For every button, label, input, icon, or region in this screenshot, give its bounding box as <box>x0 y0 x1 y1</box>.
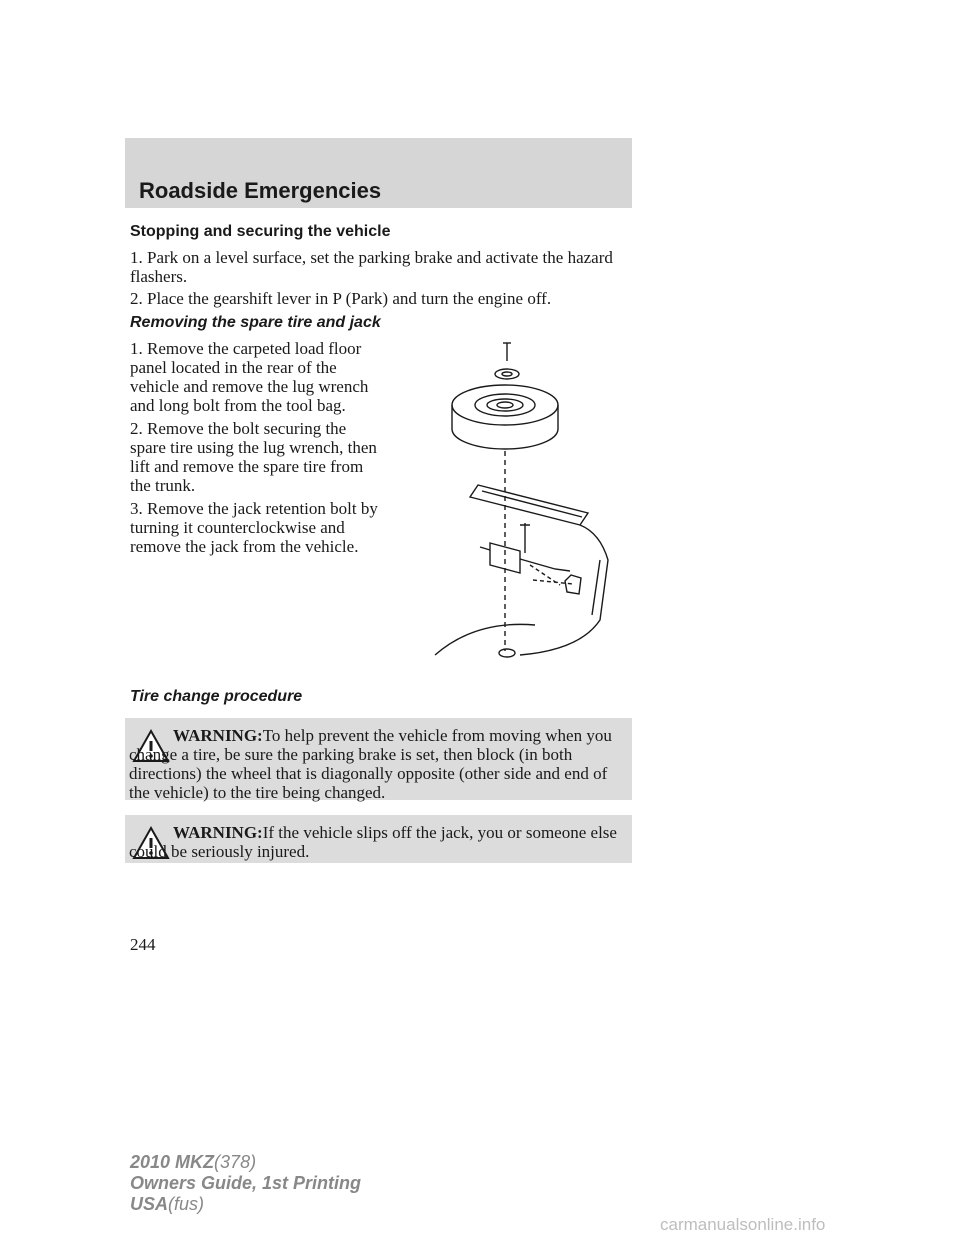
warning-label: WARNING: <box>173 726 263 745</box>
spare-tire-jack-illustration <box>430 335 620 665</box>
warning-text <box>129 823 624 861</box>
warning-text <box>129 726 624 802</box>
footer-region-code: (fus) <box>168 1194 205 1214</box>
removing-step-3: 3. Remove the jack retention bolt by turning it counterclockwise and remove the jack from the vehicle. <box>130 499 378 556</box>
footer-region: USA <box>130 1194 169 1214</box>
removing-step-2: 2. Remove the bolt securing the spare tire using the lug wrench, then lift and remove the spare tire from the trunk. <box>130 419 377 495</box>
warning-box <box>125 815 632 863</box>
heading-removing-spare: Removing the spare tire and jack <box>130 314 381 331</box>
stopping-step-2: 2. Place the gearshift lever in P (Park) and turn the engine off. <box>130 289 552 308</box>
footer-model: 2010 MKZ <box>130 1152 215 1172</box>
warning-body: To help prevent the vehicle from moving when you change a tire, be sure the parking brake is set, then block (in both directions) the wheel that is diagonally opposite (other side and end of the vehicle) to the tire being changed. <box>129 726 612 802</box>
watermark: carmanualsonline.info <box>660 1215 826 1234</box>
footer-printing: Owners Guide, 1st Printing <box>130 1173 362 1193</box>
footer-model-code: (378) <box>214 1152 257 1172</box>
section-header-band <box>125 138 632 208</box>
warning-body: If the vehicle slips off the jack, you or someone else could be seriously injured. <box>129 823 617 861</box>
heading-stopping: Stopping and securing the vehicle <box>130 223 391 240</box>
warning-box <box>125 718 632 800</box>
page-title: Roadside Emergencies <box>139 178 382 203</box>
heading-tire-change: Tire change procedure <box>130 688 303 705</box>
stopping-step-1: 1. Park on a level surface, set the parking brake and activate the hazard flashers. <box>130 248 613 286</box>
page-number: 244 <box>130 935 156 954</box>
document-footer <box>130 1152 361 1215</box>
warning-label: WARNING: <box>173 823 263 842</box>
removing-step-1: 1. Remove the carpeted load floor panel located in the rear of the vehicle and remove the lug wrench and long bolt from the tool bag. <box>130 339 369 415</box>
